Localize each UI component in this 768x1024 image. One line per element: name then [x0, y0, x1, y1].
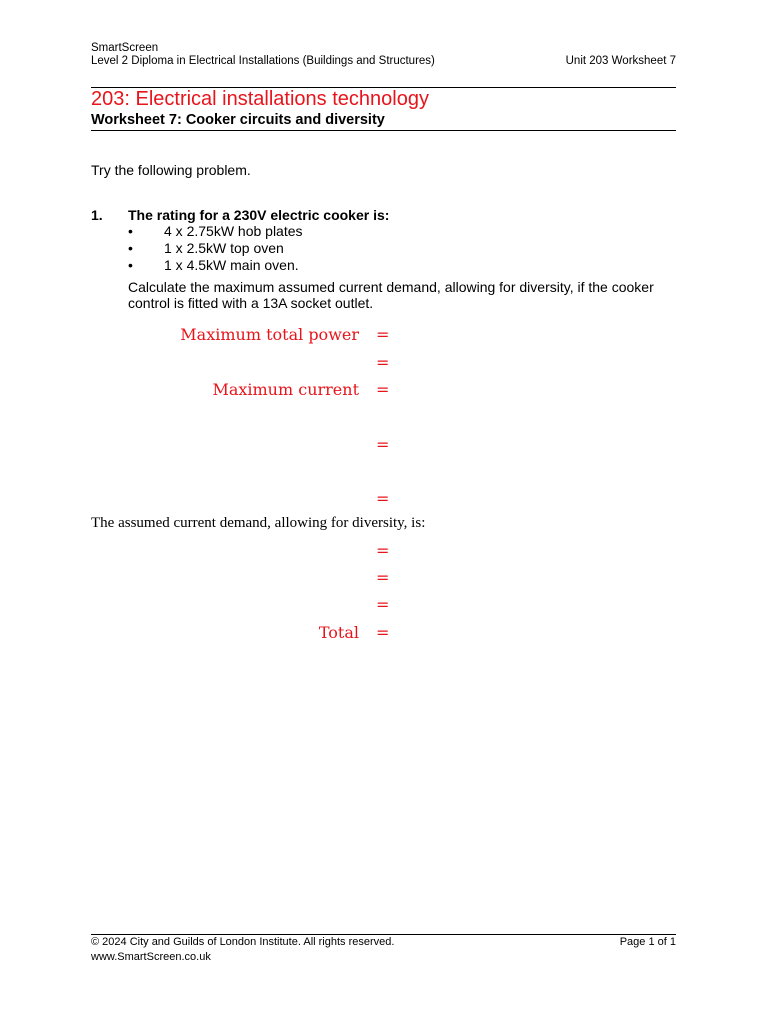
list-item-text: 1 x 4.5kW main oven. — [164, 257, 299, 273]
footer-website-link[interactable]: www.SmartScreen.co.uk — [91, 951, 211, 963]
list-item — [128, 240, 303, 257]
footer-rule — [91, 934, 676, 935]
intro-text: Try the following problem. — [91, 162, 251, 178]
calculation-instruction: Calculate the maximum assumed current demand, allowing for diversity, if the cooker control is fitted with a 13A socket outlet. — [128, 279, 654, 311]
equals-sign: = — [376, 568, 390, 587]
header-unit: Unit 203 Worksheet 7 — [565, 55, 676, 67]
footer-copyright: © 2024 City and Guilds of London Institute. All rights reserved. — [91, 936, 395, 948]
rating-list — [128, 223, 303, 274]
title-rule — [91, 130, 676, 131]
bullet: • — [128, 240, 133, 256]
equals-sign: = — [376, 489, 390, 508]
max-power-label: Maximum total power — [180, 325, 359, 344]
footer-page-number: Page 1 of 1 — [619, 936, 676, 948]
equals-sign: = — [376, 353, 390, 372]
equals-sign: = — [376, 325, 390, 344]
equals-sign: = — [376, 541, 390, 560]
max-current-label: Maximum current — [212, 380, 359, 399]
list-item-text: 4 x 2.75kW hob plates — [164, 223, 303, 239]
question-text: The rating for a 230V electric cooker is: — [128, 207, 390, 223]
equals-sign: = — [376, 623, 390, 642]
header-brand: SmartScreen — [91, 42, 159, 54]
bullet: • — [128, 223, 133, 239]
diversity-text: The assumed current demand, allowing for diversity, is: — [91, 515, 426, 531]
list-item — [128, 223, 303, 240]
equals-sign: = — [376, 380, 390, 399]
header-course: Level 2 Diploma in Electrical Installations (Buildings and Structures) — [91, 55, 435, 67]
equals-sign: = — [376, 595, 390, 614]
page-title: 203: Electrical installations technology — [91, 88, 429, 110]
question-number: 1. — [91, 207, 103, 223]
page-subtitle: Worksheet 7: Cooker circuits and diversity — [91, 112, 385, 128]
total-label: Total — [318, 623, 359, 642]
list-item — [128, 257, 303, 274]
list-item-text: 1 x 2.5kW top oven — [164, 240, 284, 256]
equals-sign: = — [376, 435, 390, 454]
bullet: • — [128, 257, 133, 273]
